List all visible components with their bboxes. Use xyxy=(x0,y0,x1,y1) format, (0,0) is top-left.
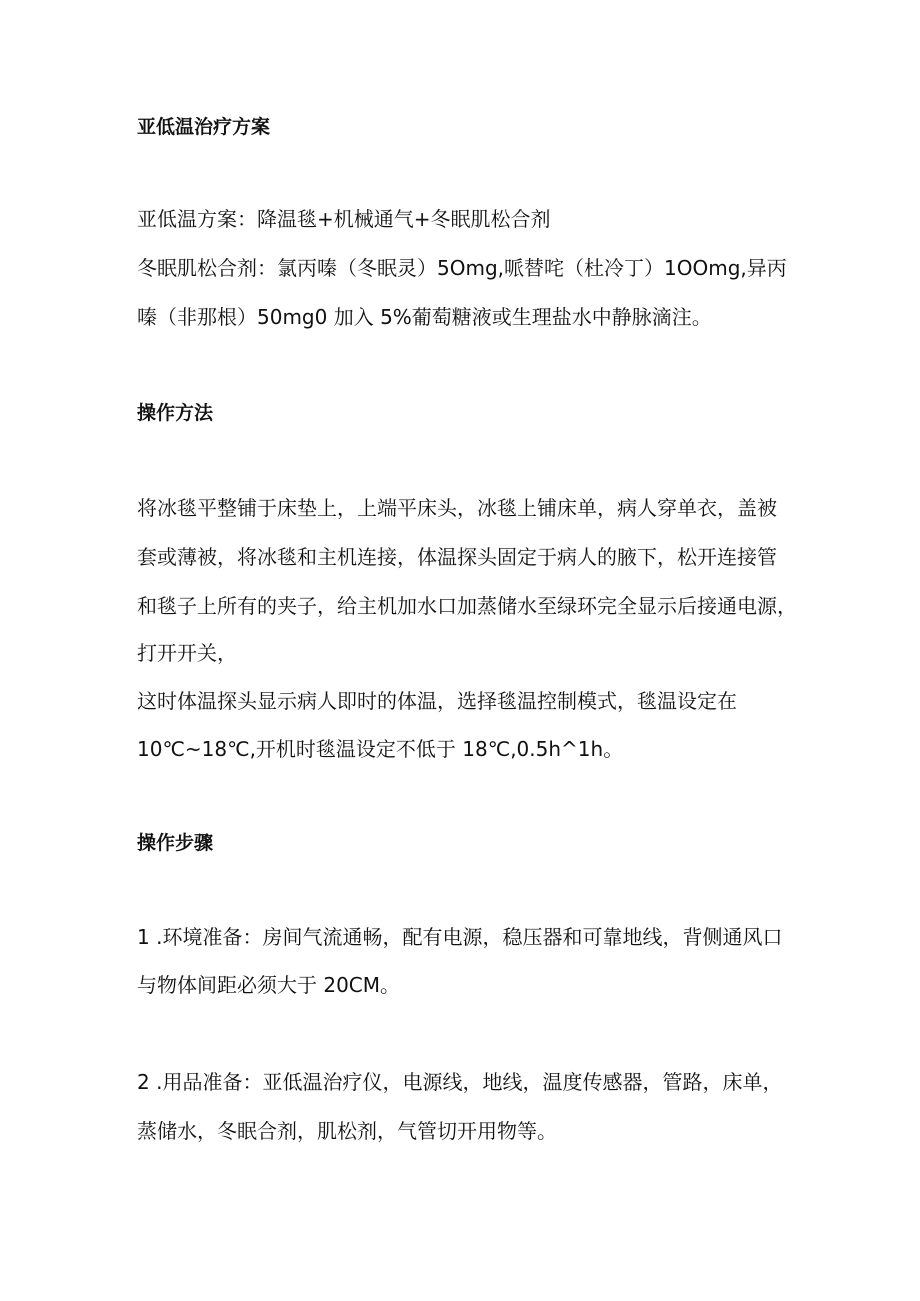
intro-line-1: 亚低温方案：降温毯+机械通气+冬眠肌松合剂 xyxy=(137,207,551,231)
method-line-4: 打开开关， xyxy=(137,641,237,665)
step-2-line-2: 蒸储水，冬眠合剂，肌松剂，气管切开用物等。 xyxy=(137,1119,557,1143)
method-line-1: 将冰毯平整铺于床垫上，上端平床头，冰毯上铺床单，病人穿单衣，盖被 xyxy=(137,496,777,520)
step-1-line-1: 1 .环境准备：房间气流通畅，配有电源，稳压器和可靠地线，背侧通风口 xyxy=(137,925,783,949)
method-line-6: 10℃~18℃,开机时毯温设定不低于 18℃,0.5h^1h。 xyxy=(137,737,624,761)
step-2-line-1: 2 .用品准备：亚低温治疗仪，电源线，地线，温度传感器，管路，床单， xyxy=(137,1070,783,1094)
document-title: 亚低温治疗方案 xyxy=(137,116,271,138)
steps-heading: 操作步骤 xyxy=(137,832,214,854)
step-1-line-2: 与物体间距必须大于 20CM。 xyxy=(137,973,401,997)
intro-line-2: 冬眠肌松合剂：氯丙嗪（冬眠灵）5Omg,哌替咤（杜冷丁）1OOmg,异丙 xyxy=(137,256,787,280)
method-line-2: 套或薄被，将冰毯和主机连接，体温探头固定于病人的腋下，松开连接管 xyxy=(137,545,777,569)
method-heading: 操作方法 xyxy=(137,402,214,424)
method-line-3: 和毯子上所有的夹子，给主机加水口加蒸储水至绿环完全显示后接通电源， xyxy=(137,594,797,618)
method-line-5: 这时体温探头显示病人即时的体温，选择毯温控制模式，毯温设定在 xyxy=(137,689,737,713)
intro-line-3: 嗪（非那根）50mg0 加入 5%葡萄糖液或生理盐水中静脉滴注。 xyxy=(137,305,712,329)
